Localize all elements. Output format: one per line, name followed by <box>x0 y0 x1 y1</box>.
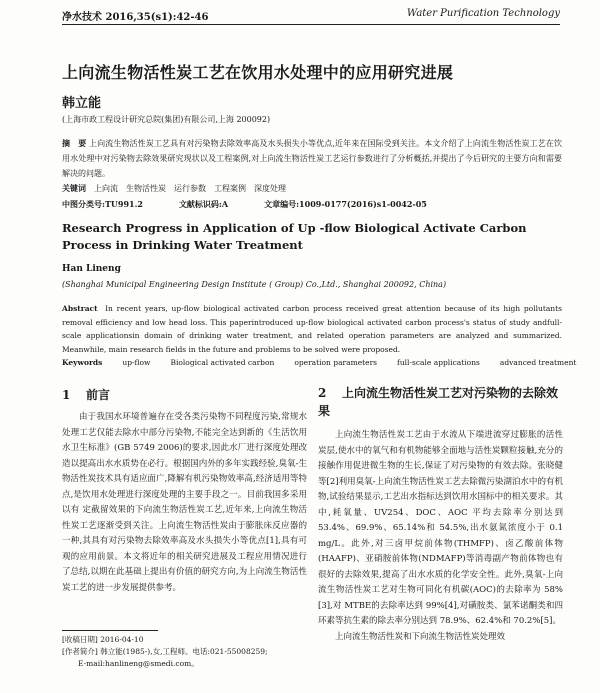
keywords-en <box>62 356 577 370</box>
abstract-cn-text: 上向流生物活性炭工艺具有对污染物去除效率高及水头损失小等优点,近年来在国际受到关注。本文介绍了上向流生物活性炭工艺在饮用水处理中对污染物去除效果研究现状以及工程案例,对上向流生物活性炭工艺运行参数进行了分析概括,并提出了今后研究的主要方向和需要解决的问题。 <box>62 139 562 178</box>
keywords-cn-label: 关键词 <box>62 183 86 193</box>
abstract-en-text: In recent years, up-flow biological activated carbon process received great attention because of its high pollutants removal efficiency and low head loss. This paperintroduced up-flow biological activated carbon process's status of study andfull-scale applicationsin domain of drinking water treatment, and related operation parameters are analyzed and summarized. Meanwhile, main research fields in the future and problems to be solved were proposed. <box>62 304 562 354</box>
keyword-en: Biological activated carbon <box>170 358 275 367</box>
keywords-cn <box>62 181 562 196</box>
section-heading-1 <box>62 386 110 404</box>
title-cn: 上向流生物活性炭工艺在饮用水处理中的应用研究进展 <box>62 63 454 82</box>
footnote-rule <box>62 630 158 631</box>
section-2-body <box>318 428 563 645</box>
abstract-cn-label: 摘 要 <box>62 138 87 148</box>
section-number: 2 <box>318 386 327 400</box>
section-title: 前言 <box>86 388 111 402</box>
keyword-cn: 生物活性炭 <box>126 184 166 193</box>
footnote-received: [收稿日期] 2016-04-10 <box>62 635 144 644</box>
abstract-en-label: Abstract <box>62 304 98 313</box>
keyword-cn: 工程案例 <box>214 184 246 193</box>
article-number: 文章编号:1009-0177(2016)s1-0042-05 <box>264 199 427 209</box>
footnote-author: [作者简介] 韩立能(1985-),女,工程师。电话:021-55008259; <box>62 647 268 656</box>
document-code: 文献标识码:A <box>178 199 229 209</box>
affiliation-en: (Shanghai Municipal Engineering Design Institute ( Group) Co.,Ltd., Shanghai 200092, China) <box>62 280 447 289</box>
paragraph: 上向流生物活性炭和下向流生物活性炭处理效 <box>335 631 506 642</box>
abstract-cn-block <box>62 136 562 212</box>
keywords-en-label: Keywords <box>62 358 103 367</box>
abstract-en <box>62 302 562 356</box>
clc-number: 中图分类号:TU991.2 <box>62 199 143 209</box>
keyword-cn: 运行参数 <box>174 184 206 193</box>
keyword-en: operation parameters <box>294 358 378 367</box>
section-title: 上向流生物活性炭工艺对污染物的去除效果 <box>318 386 559 418</box>
paragraph: 上向流生物活性炭工艺由于水流从下端进流穿过膨胀的活性炭层,使水中的氧气和有机物能够全面地与活性炭颗粒接触,充分的接触作用促进微生物的生长,保证了对污染物的有效去除。张晓健等[2]利用臭氧-上向流生物活性炭工艺去除微污染湖泊水中的有机物,试验结果显示,工艺出水指标达到饮用水国标中的相关要求。其中,耗氧量、UV254、DOC、AOC 平均去除率分别达到 53.4%、69.9%、65.14%和 54.5%,出水氨氮浓度小于 0.1 mg/L。此外,对三卤甲烷前体物(THMFP)、卤乙酸前体物(HAAFP)、亚硝胺前体物(NDMAFP)等消毒副产物前体物也有很好的去除效果,提高了出水水质的化学安全性。此外,臭氧-上向流生物活性炭工艺对生物可同化有机碳(AOC)的去除率为 58%[3],对 MTBE的去除率达到 99%[4],对磺胺类、氯苯诺酮类和四环素等抗生素的除去率分别达到 78.9%、62.4%和 70.2%[5]。 <box>318 430 563 626</box>
classification-ids <box>62 197 562 212</box>
journal-header: 净水技术 2016,35(s1):42-46 <box>62 12 209 23</box>
footnote-email: E-mail:hanlineng@smedi.com。 <box>78 659 199 668</box>
title-en: Research Progress in Application of Up -flow Biological Activate Carbon Process in Drinking Water Treatment <box>62 221 527 252</box>
affiliation-cn: (上海市政工程设计研究总院(集团)有限公司,上海 200092) <box>62 115 271 124</box>
journal-header-en: Water Purification Technology <box>406 8 560 19</box>
author-en: Han Lineng <box>62 264 121 274</box>
section-number: 1 <box>62 388 71 402</box>
abstract-en-block <box>62 302 577 370</box>
section-1-body <box>62 410 307 596</box>
author-cn: 韩立能 <box>62 96 102 111</box>
section-heading-2 <box>318 384 563 420</box>
keyword-cn: 深度处理 <box>254 184 286 193</box>
header-rule <box>62 24 560 25</box>
paragraph: 由于我国水环境普遍存在受各类污染物不同程度污染,常规水处理工艺仅能去除水中部分污染物,不能完全达到新的《生活饮用水卫生标准》(GB 5749 2006)的要求,因此水厂进行深度处理改造以提高出水水质势在必行。根据国内外的多年实践经验,臭氧-生物活性炭技术具有适应面广,降解有机污染物效率高,经济适用等特点,是饮用水处理进行深度处理的主要手段之一。目前我国多采用以有 定截留效果的下向流生物活性炭工艺,近年来,上向流生物活性炭工艺逐渐受到关注。上向流生物活性炭由于膨胀床反应器的一种,其具有对污染物去除效率高及水头损失小等优点[1],具有可观的应用前景。本文将近年的相关研究进展及工程应用情况进行了总结,以期在此基础上提出有价值的研究方向,为上向流生物活性炭工艺的进一步发展提供参考。 <box>62 412 307 593</box>
keyword-en: up-flow <box>122 358 151 367</box>
keyword-cn: 上向流 <box>94 184 118 193</box>
keyword-en: advanced treatment <box>499 358 577 367</box>
keyword-en: full-scale applications <box>397 358 480 367</box>
abstract-cn <box>62 136 562 181</box>
